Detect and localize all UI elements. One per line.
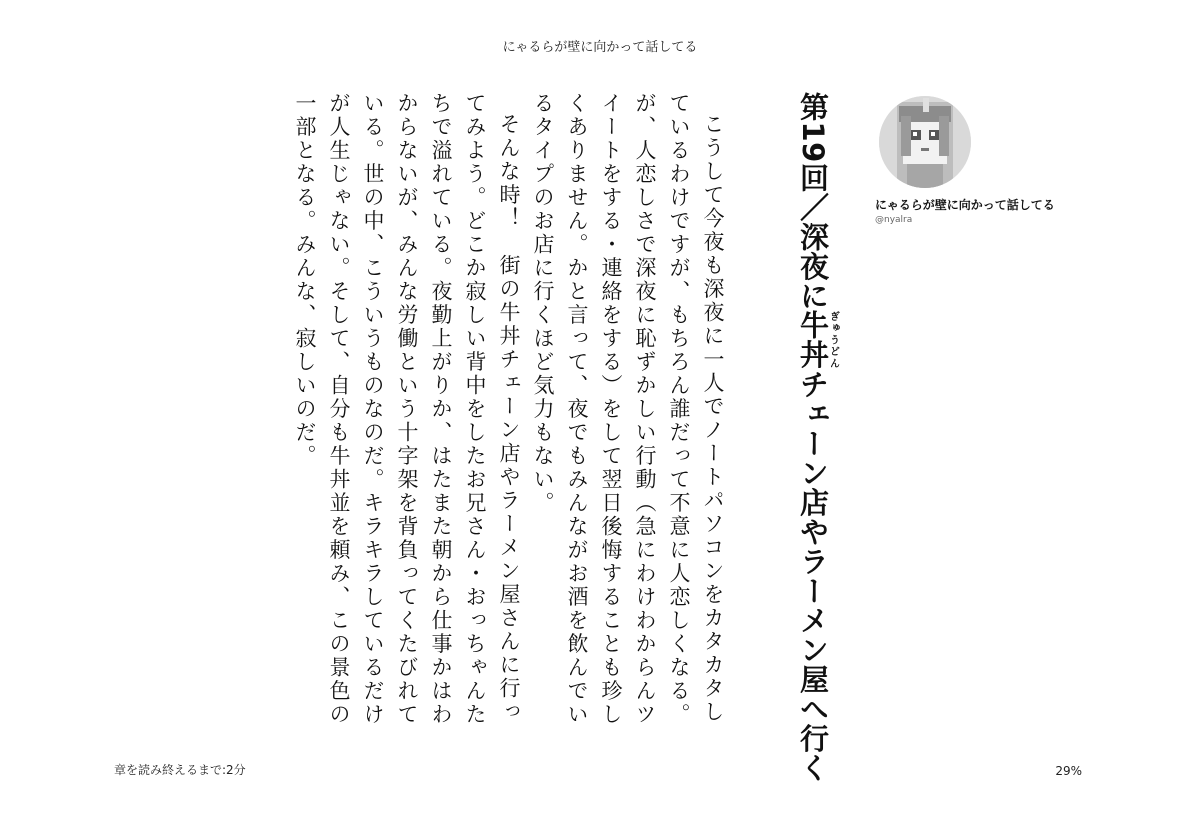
- chapter-body: [170, 92, 730, 732]
- chapter-title-ruby-text: ぎゅうどん: [827, 310, 839, 370]
- author-handle[interactable]: @nyalra: [875, 215, 913, 225]
- chapter-title: [792, 92, 839, 783]
- chapter-title-ruby-base: 牛丼: [796, 310, 830, 370]
- book-title-header: にゃるらが壁に向かって話してる: [502, 40, 698, 55]
- author-block[interactable]: [875, 96, 1100, 225]
- avatar-illustration: [879, 96, 971, 188]
- chapter-title-ruby: [796, 310, 839, 370]
- body-paragraph: そんな時！ 街の牛丼チェーン店やラーメン屋さんに行ってみよう。どこか寂しい背中をしたお兄さん・おっちゃんたちで溢れている。夜勤上がりか、はたまた朝から仕事かはわからないが、みんな労働という十字架を背負ってくたびれている。世の中、こういうものなのだ。キラキラしているだけが人生じゃない。そして、自分も牛丼並を頼み、この景色の一部となる。みんな、寂しいのだ。: [293, 92, 521, 727]
- chapter-title-part1: 第19回／深夜に: [796, 92, 830, 311]
- time-remaining-label: 章を読み終えるまで:2分: [114, 763, 246, 777]
- chapter-title-part2: チェーン店やラーメン屋へ行く: [796, 369, 830, 783]
- author-avatar-icon[interactable]: [879, 96, 971, 188]
- author-name[interactable]: にゃるらが壁に向かって話してる: [875, 198, 1055, 212]
- body-paragraph: こうして今夜も深夜に一人でノートパソコンをカタカタしているわけですが、もちろん誰だって不意に人恋しくなる。が、人恋しさで深夜に恥ずかしい行動（急にわけわからんツイートをする・連絡をする）をして翌日後悔することも珍しくありません。かと言って、夜でもみんながお酒を飲んでいるタイプのお店に行くほど気力もない。: [531, 92, 725, 727]
- reading-progress-label: 29%: [1055, 764, 1082, 778]
